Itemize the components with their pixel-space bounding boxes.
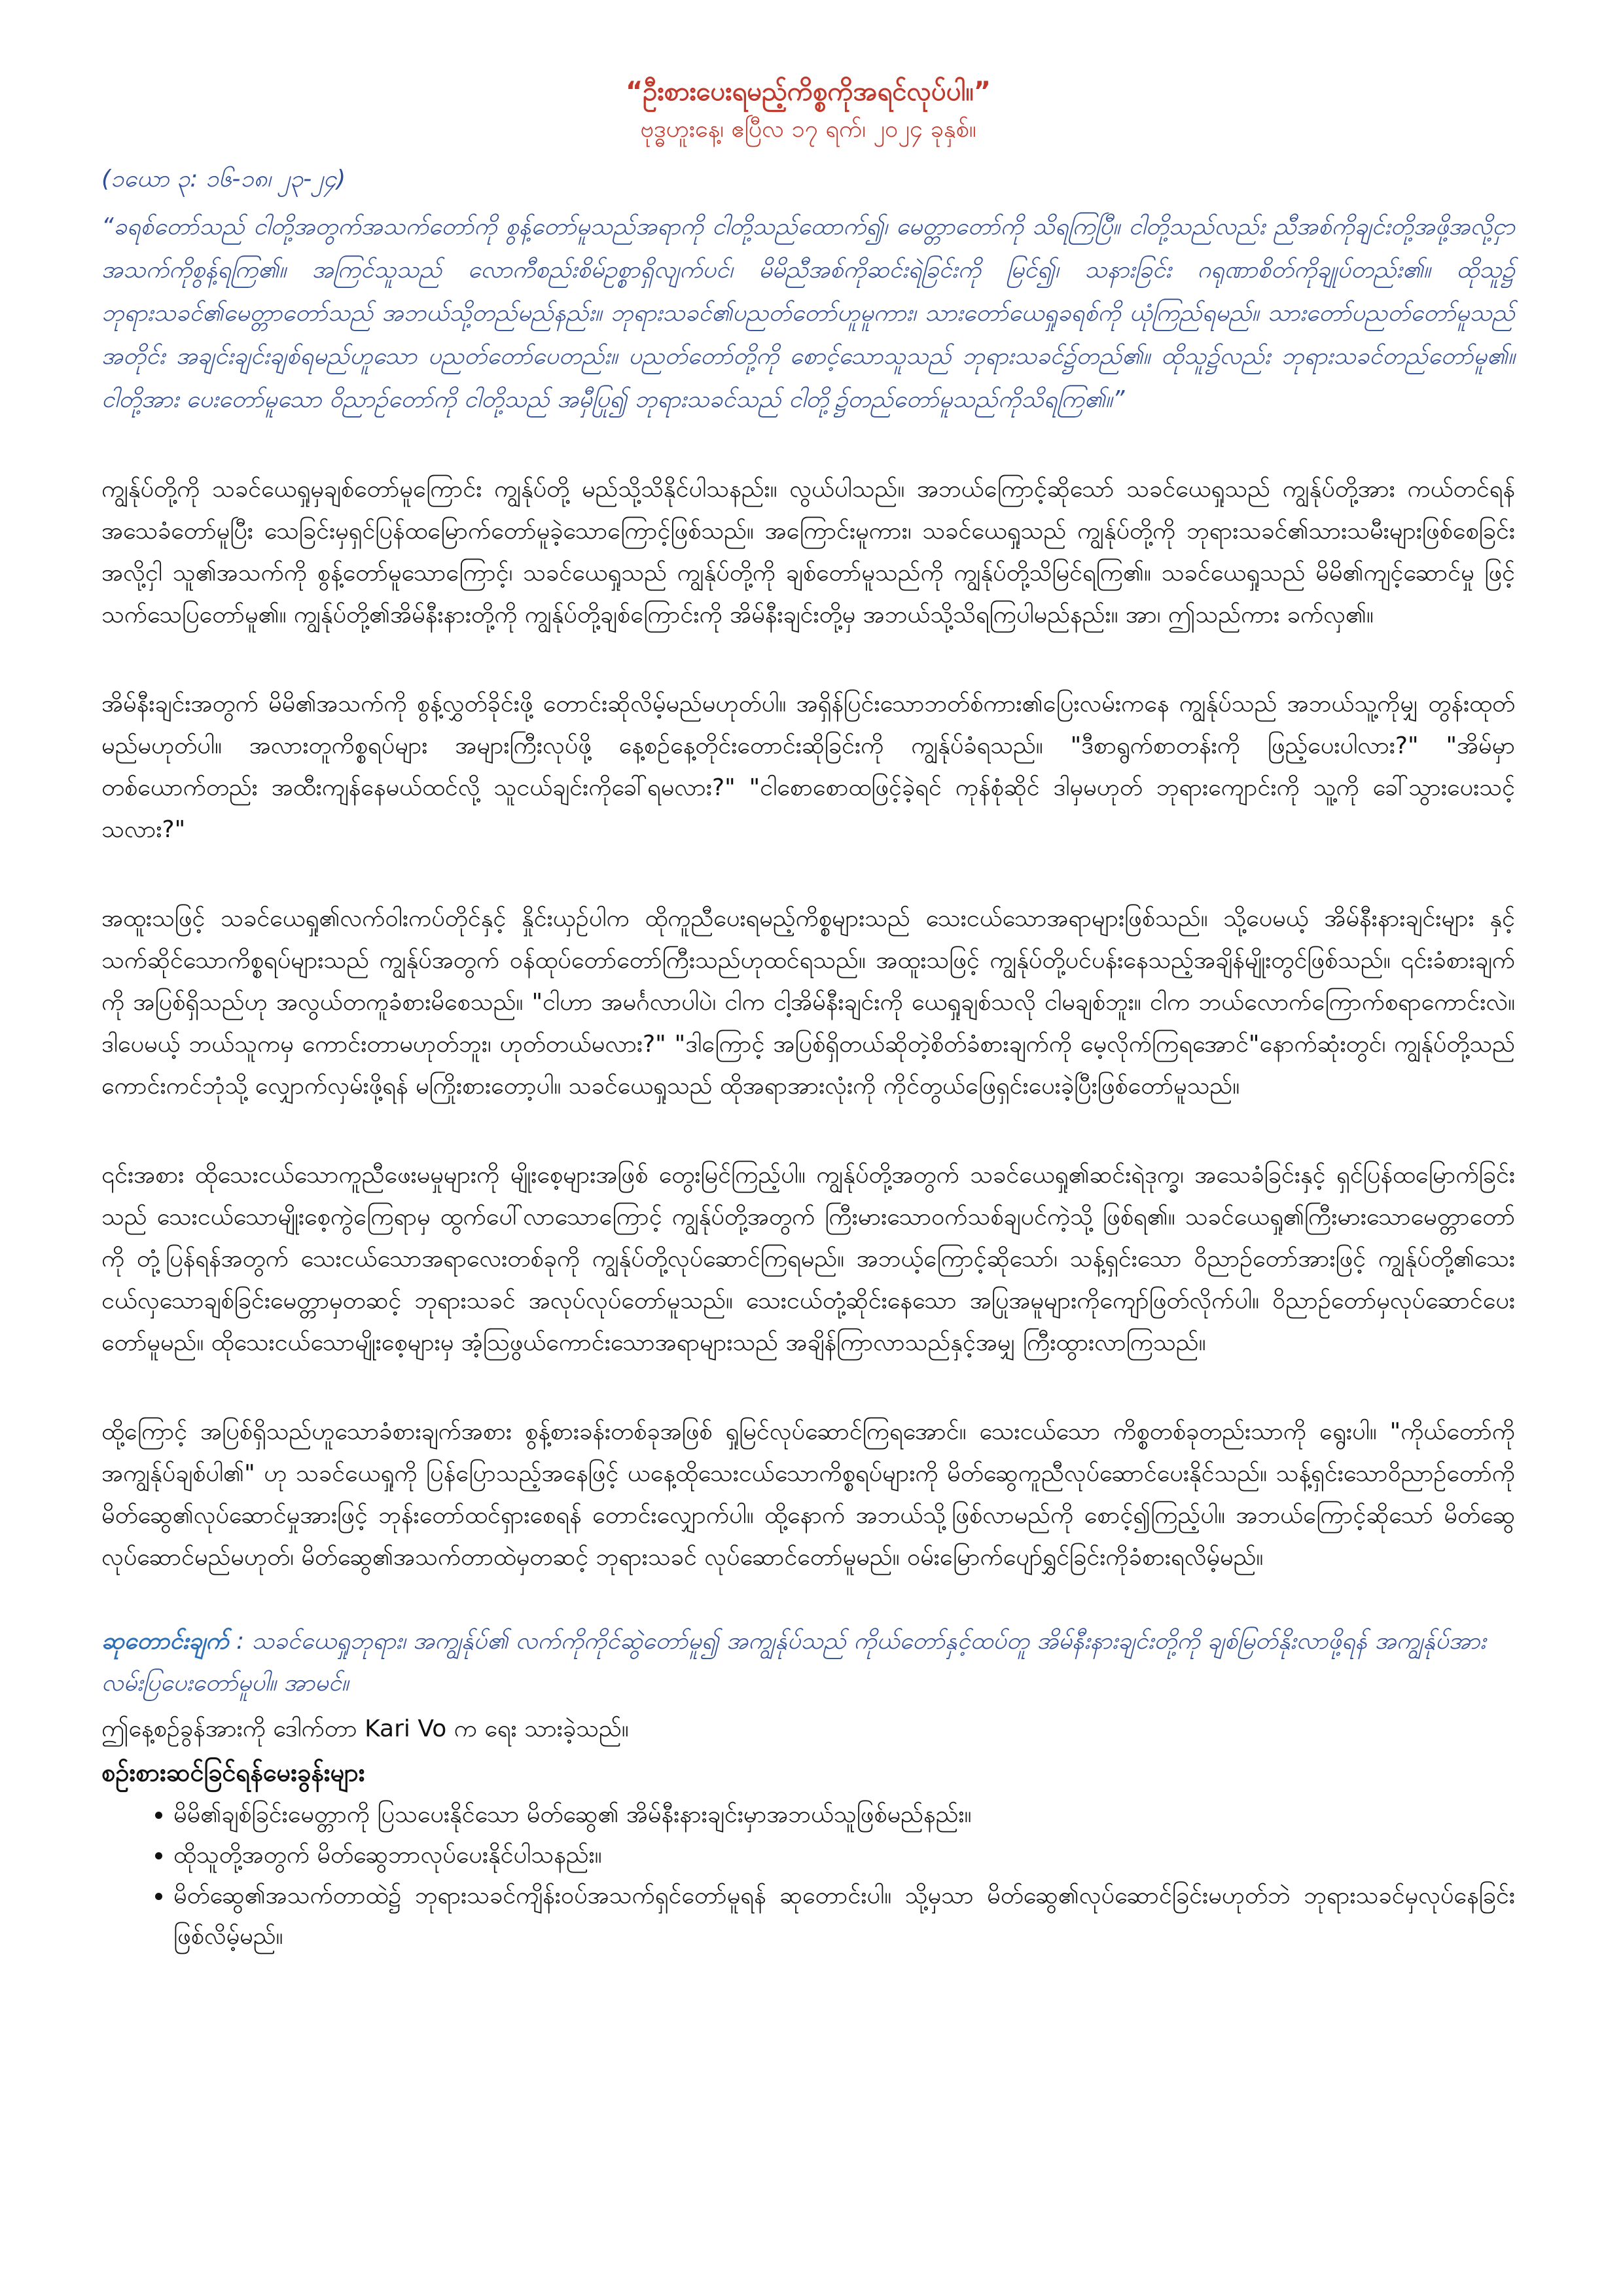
body-paragraph-5: ထို့ကြောင့် အပြစ်ရှိသည်ဟူသောခံစားချက်အစား စွန့်စားခန်းတစ်ခုအဖြစ် ရှုမြင်လုပ်ဆောင်ကြရအောင်။ သေးငယ်သော ကိစ္စတစ်ခုတည်းသာကို ရွေးပါ။ "ကိုယ်တော်ကို အကျွန်ုပ်ချစ်ပါ၏" ဟု သခင်ယေရှုကို ပြန်ပြောသည့်အနေဖြင့် ယနေ့ထိုသေးငယ်သောကိစ္စရပ်များကို မိတ်ဆွေကူညီလုပ်ဆောင်ပေးနိုင်သည်။ သန့်ရှင်းသောဝိညာဉ်တော်ကို မိတ်ဆွေ၏လုပ်ဆောင်မှုအားဖြင့် ဘုန်းတော်ထင်ရှားစေရန် တောင်းလျှောက်ပါ။ ထို့နောက် အဘယ်သို့ဖြစ်လာမည်ကို စောင့်၍ကြည့်ပါ။ အဘယ်ကြောင့်ဆိုသော် မိတ်ဆွေလုပ်ဆောင်မည်မဟုတ်၊ မိတ်ဆွေ၏အသက်တာထဲမှတဆင့် ဘုရားသခင် လုပ်ဆောင်တော်မူမည်။ ဝမ်းမြောက်ပျော်ရွှင်ခြင်းကိုခံစားရလိမ့်မည်။ — [101, 1418, 1515, 1571]
page-title: “ဦးစားပေးရမည့်ကိစ္စကိုအရင်လုပ်ပါ။” — [625, 77, 991, 107]
prayer-label: ဆုတောင်းချက် — [101, 1628, 229, 1655]
scripture-reference: (၁ယော ၃: ၁၆-၁၈၊ ၂၃-၂၄) — [101, 166, 346, 192]
prayer-block — [101, 1621, 1515, 1704]
questions-list — [101, 1795, 1515, 1957]
body-paragraph-2: အိမ်နီးချင်းအတွက် မိမိ၏အသက်ကို စွန့်လွှတ်ခိုင်းဖို့ တောင်းဆိုလိမ့်မည်မဟုတ်ပါ။ အရှိန်ပြင်းသောဘတ်စ်ကား၏ပြေးလမ်းကနေ ကျွန်ုပ်သည် အဘယ်သူ့ကိုမျှ တွန်းထုတ်မည်မဟုတ်ပါ။ အလားတူကိစ္စရပ်များ အများကြီးလုပ်ဖို့ နေ့စဉ်နေ့တိုင်းတောင်းဆိုခြင်းကို ကျွန်ုပ်ခံရသည်။ "ဒီစာရွက်စာတန်းကို ဖြည့်ပေးပါလား?" "အိမ်မှာ တစ်ယောက်တည်း အထီးကျန်နေမယ်ထင်လို့ သူငယ်ချင်းကိုခေါ်ရမလား?" "ငါစောစောထဖြင့်ခဲ့ရင် ကုန်စုံဆိုင် ဒါမှမဟုတ် ဘုရားကျောင်းကို သူ့ကို ခေါ်သွားပေးသင့်သလား?" — [101, 691, 1515, 843]
scripture-quote: “ခရစ်တော်သည် ငါတို့အတွက်အသက်တော်ကို စွန့်တော်မူသည်အရာကို ငါတို့သည်ထောက်၍၊ မေတ္တာတော်ကို သိရကြပြီ။ ငါတို့သည်လည်း ညီအစ်ကိုချင်းတို့အဖို့အလို့ငှာ အသက်ကိုစွန့်ရကြ၏။ အကြင်သူသည် လောကီစည်းစိမ်ဥစ္စာရှိလျက်ပင်၊ မိမိညီအစ်ကိုဆင်းရဲခြင်းကို မြင်၍၊ သနားခြင်း ဂရုဏာစိတ်ကိုချုပ်တည်း၏။ ထိုသူ၌ ဘုရားသခင်၏မေတ္တာတော်သည် အဘယ်သို့တည်မည်နည်း။ ဘုရားသခင်၏ပညတ်တော်ဟူမူကား၊ သားတော်ယေရှုခရစ်ကို ယုံကြည်ရမည်။ သားတော်ပညတ်တော်မူသည်အတိုင်း အချင်းချင်းချစ်ရမည်ဟူသော ပညတ်တော်ပေတည်း။ ပညတ်တော်တို့ကို စောင့်သောသူသည် ဘုရားသခင်၌တည်၏။ ထိုသူ၌လည်း ဘုရားသခင်တည်တော်မူ၏။ ငါတို့အား ပေးတော်မူသော ဝိညာဉ်တော်ကို ငါတို့သည် အမှီပြု၍ ဘုရားသခင်သည် ငါတို့၌တည်တော်မူသည်ကိုသိရကြ၏။” — [101, 213, 1515, 413]
body-paragraph-3: အထူးသဖြင့် သခင်ယေရှု၏လက်ဝါးကပ်တိုင်နှင့် နှိုင်းယှဉ်ပါက ထိုကူညီပေးရမည့်ကိစ္စများသည် သေးငယ်သောအရာများဖြစ်သည်။ သို့ပေမယ့် အိမ်နီးနားချင်းများ နှင့်သက်ဆိုင်သောကိစ္စရပ်များသည် ကျွန်ုပ်အတွက် ဝန်ထုပ်တော်တော်ကြီးသည်ဟုထင်ရသည်။ အထူးသဖြင့် ကျွန်ုပ်တို့ပင်ပန်းနေသည့်အချိန်မျိုးတွင်ဖြစ်သည်။ ၎င်းခံစားချက်ကို အပြစ်ရှိသည်ဟု အလွယ်တကူခံစားမိစေသည်။ "ငါဟာ အမင်္ဂလာပါပဲ၊ ငါက ငါ့အိမ်နီးချင်းကို ယေရှုချစ်သလို ငါမချစ်ဘူး။ ငါက ဘယ်လောက်ကြောက်စရာကောင်းလဲ။ ဒါပေမယ့် ဘယ်သူကမှ ကောင်းတာမဟုတ်ဘူး၊ ဟုတ်တယ်မလား?" "ဒါကြောင့် အပြစ်ရှိတယ်ဆိုတဲ့စိတ်ခံစားချက်ကို မေ့လိုက်ကြရအောင်"နောက်ဆုံးတွင်၊ ကျွန်ုပ်တို့သည် ကောင်းကင်ဘုံသို့ လျှောက်လှမ်းဖို့ရန် မကြိုးစားတော့ပါ။ သခင်ယေရှုသည် ထိုအရာအားလုံးကို ကိုင်တွယ်ဖြေရှင်းပေးခဲ့ပြီးဖြစ်တော်မူသည်။ — [101, 905, 1515, 1100]
page-date: ဗုဒ္ဓဟူးနေ့၊ ဧပြီလ ၁၇ ရက်၊ ၂၀၂၄ ခုနှစ်။ — [640, 116, 976, 143]
prayer-text: : သခင်ယေရှုဘုရား၊ အကျွန်ုပ်၏ လက်ကိုကိုင်ဆွဲတော်မူ၍ အကျွန်ုပ်သည် ကိုယ်တော်နှင့်ထပ်တူ အိမ်နီးနားချင်းတို့ကို ချစ်မြတ်နိုးလာဖို့ရန် အကျွန်ုပ်အား လမ်းပြပေးတော်မူပါ။ အာမင်။ — [101, 1628, 1486, 1696]
author-line: ဤနေ့စဉ်ခွန်အားကို ဒေါက်တာ Kari Vo က ရေး သားခဲ့သည်။ — [101, 1715, 629, 1742]
question-item: • ထိုသူတို့အတွက် မိတ်ဆွေဘာလုပ်ပေးနိုင်ပါသနည်း။ — [173, 1835, 1515, 1876]
question-item: • မိတ်ဆွေ၏အသက်တာထဲ၌ ဘုရားသခင်ကျိန်းဝပ်အသက်ရှင်တော်မူရန် ဆုတောင်းပါ။ သို့မှသာ မိတ်ဆွေ၏လုပ်ဆောင်ခြင်းမဟုတ်ဘဲ ဘုရားသခင်မှလုပ်နေခြင်းဖြစ်လိမ့်မည်။ — [173, 1876, 1515, 1957]
questions-heading: စဉ်းစားဆင်ခြင်ရန်မေးခွန်းများ — [101, 1758, 365, 1787]
body-paragraph-4: ၎င်းအစား ထိုသေးငယ်သောကူညီဖေးမမှုများကို မျိုးစေ့များအဖြစ် တွေးမြင်ကြည့်ပါ။ ကျွန်ုပ်တို့အတွက် သခင်ယေရှု၏ဆင်းရဲဒုက္ခ၊ အသေခံခြင်းနှင့် ရှင်ပြန်ထမြောက်ခြင်းသည် သေးငယ်သောမျိုးစေ့ကွဲကြေရာမှ ထွက်ပေါ်လာသောကြောင့် ကျွန်ုပ်တို့အတွက် ကြီးမားသောဝက်သစ်ချပင်ကဲ့သို့ ဖြစ်ရ၏။ သခင်ယေရှု၏ကြီးမားသောမေတ္တာတော်ကို တုံ့ပြန်ရန်အတွက် သေးငယ်သောအရာလေးတစ်ခုကို ကျွန်ုပ်တို့လုပ်ဆောင်ကြရမည်။ အဘယ့်ကြောင့်ဆိုသော်၊ သန့်ရှင်းသော ဝိညာဉ်တော်အားဖြင့် ကျွန်ုပ်တို့၏သေးငယ်လှသောချစ်ခြင်းမေတ္တာမှတဆင့် ဘုရားသခင် အလုပ်လုပ်တော်မူသည်။ သေးငယ်တုံ့ဆိုင်းနေသော အပြုအမူများကိုကျော်ဖြတ်လိုက်ပါ။ ဝိညာဉ်တော်မှလုပ်ဆောင်ပေးတော်မူမည်။ ထိုသေးငယ်သောမျိုးစေ့များမှ အံ့သြဖွယ်ကောင်းသောအရာများသည် အချိန်ကြာလာသည်နှင့်အမျှ ကြီးထွားလာကြသည်။ — [101, 1162, 1515, 1356]
question-item: • မိမိ၏ချစ်ခြင်းမေတ္တာကို ပြသပေးနိုင်သော မိတ်ဆွေ၏ အိမ်နီးနားချင်းမှာအဘယ်သူဖြစ်မည်နည်း။ — [173, 1795, 1515, 1835]
devotional-page — [101, 72, 1515, 1957]
body-paragraph-1: ကျွန်ုပ်တို့ကို သခင်ယေရှုမှချစ်တော်မူကြောင်း ကျွန်ုပ်တို့ မည်သို့သိနိုင်ပါသနည်း။ လွယ်ပါသည်။ အဘယ်ကြောင့်ဆိုသော် သခင်ယေရှုသည် ကျွန်ုပ်တို့အား ကယ်တင်ရန်အသေခံတော်မူပြီး သေခြင်းမှရှင်ပြန်ထမြောက်တော်မူခဲ့သောကြောင့်ဖြစ်သည်။ အကြောင်းမူကား၊ သခင်ယေရှုသည် ကျွန်ုပ်တို့ကို ဘုရားသခင်၏သားသမီးများဖြစ်စေခြင်းအလို့ငှါ သူ၏အသက်ကို စွန့်တော်မူသောကြောင့်၊ သခင်ယေရှုသည် ကျွန်ုပ်တို့ကို ချစ်တော်မူသည်ကို ကျွန်ုပ်တို့သိမြင်ရကြ၏။ သခင်ယေရှုသည် မိမိ၏ကျင့်ဆောင်မှု ဖြင့် သက်သေပြတော်မူ၏။ ကျွန်ုပ်တို့၏အိမ်နီးနားတို့ကို ကျွန်ုပ်တို့ချစ်ကြောင်းကို အိမ်နီးချင်းတို့မှ အဘယ်သို့သိရကြပါမည်နည်း။ အာ၊ ဤသည်ကား ခက်လှ၏။ — [101, 476, 1515, 628]
